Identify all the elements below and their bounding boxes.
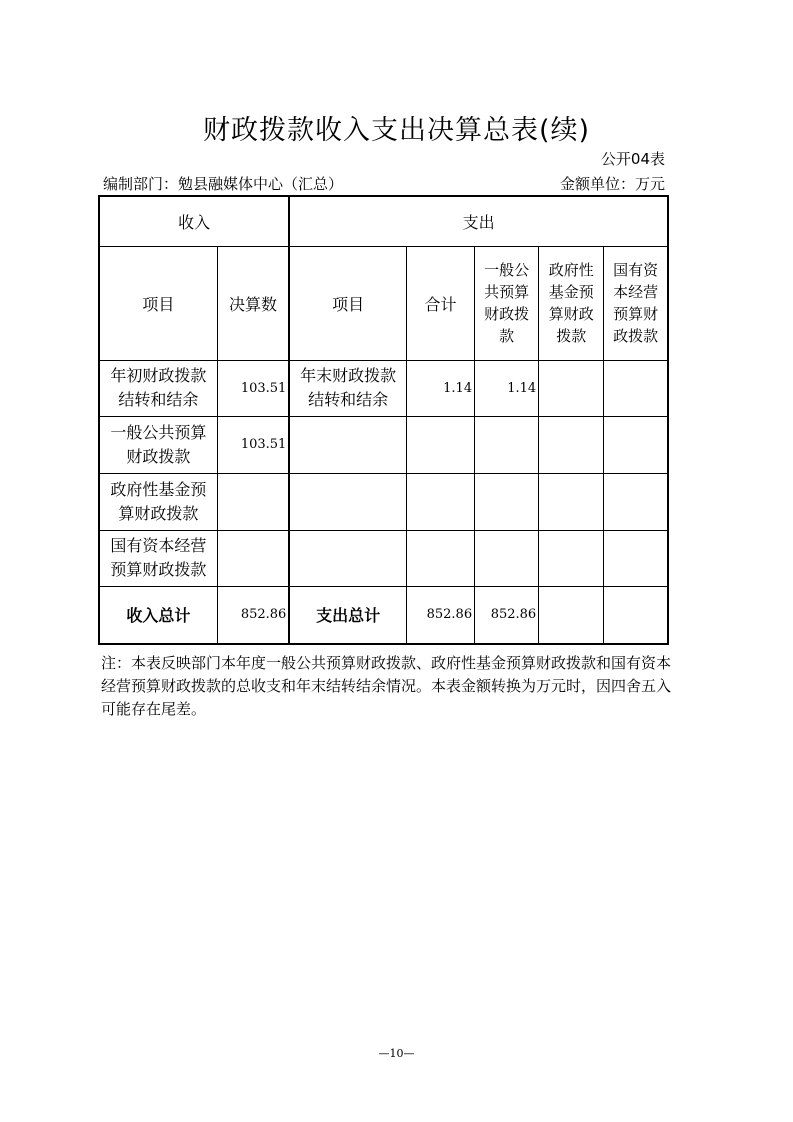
budget-table xyxy=(98,195,669,645)
gov-fund-total-value xyxy=(539,586,604,644)
expense-header: 支出 xyxy=(289,196,668,246)
final-amount-header: 决算数 xyxy=(217,246,289,360)
gov-fund-header: 政府性基金预算财政拨款 xyxy=(539,246,604,360)
table-row: 年初财政拨款结转和结余 103.51 年末财政拨款结转和结余 1.14 1.14 xyxy=(99,360,668,416)
income-item-header: 项目 xyxy=(99,246,217,360)
expense-total-value: 852.86 xyxy=(407,586,475,644)
totals-row xyxy=(99,586,668,644)
page-number: —10— xyxy=(378,1047,415,1060)
income-total-value: 852.86 xyxy=(217,586,289,644)
form-code: 公开04表 xyxy=(600,150,665,168)
department-label: 编制部门：勉县融媒体中心（汇总） xyxy=(103,175,344,193)
page-title: 财政拨款收入支出决算总表(续) xyxy=(202,115,591,146)
expense-item-header: 项目 xyxy=(289,246,406,360)
table-row: 一般公共预算财政拨款 103.51 xyxy=(99,416,668,473)
general-public-header: 一般公共预算财政拨款 xyxy=(475,246,539,360)
total-header: 合计 xyxy=(407,246,475,360)
general-total-value: 852.86 xyxy=(475,586,539,644)
footnote: 注：本表反映部门本年度一般公共预算财政拨款、政府性基金预算财政拨款和国有资本经营预算财政拨款的总收支和年末结转结余情况。本表金额转换为万元时，因四舍五入可能存在尾差。 xyxy=(101,654,672,718)
income-header: 收入 xyxy=(99,196,289,246)
income-total-label: 收入总计 xyxy=(99,586,217,644)
expense-total-label: 支出总计 xyxy=(289,586,406,644)
unit-label: 金额单位：万元 xyxy=(559,175,665,193)
state-capital-header: 国有资本经营预算财政拨款 xyxy=(604,246,668,360)
table-row: 国有资本经营预算财政拨款 xyxy=(99,530,668,586)
table-row: 政府性基金预算财政拨款 xyxy=(99,473,668,530)
state-capital-total-value xyxy=(604,586,668,644)
